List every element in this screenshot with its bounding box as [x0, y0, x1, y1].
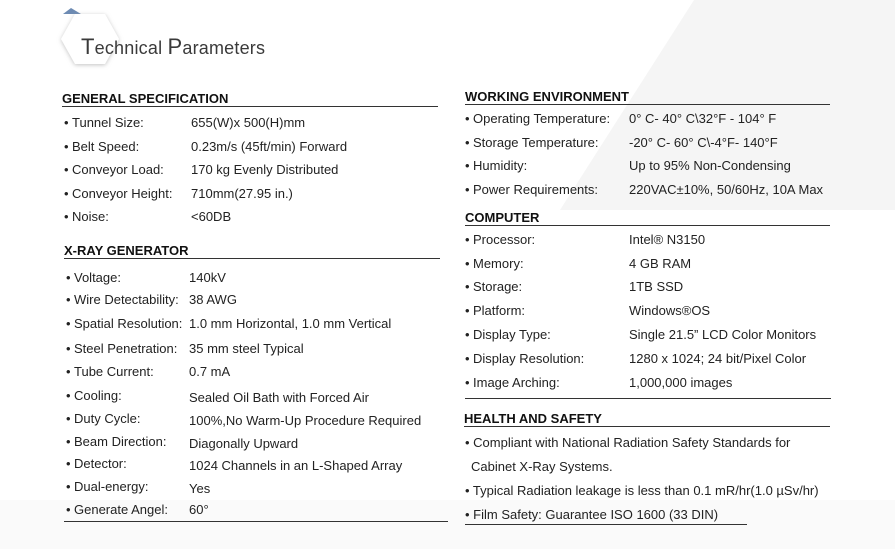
section-heading: COMPUTER [465, 210, 830, 226]
computer-list [465, 232, 885, 397]
spec-label: Beam Direction: [74, 434, 167, 449]
spec-row [465, 351, 807, 367]
health-safety-line: • Compliant with National Radiation Safety Standards for [465, 435, 791, 450]
spec-label: Humidity: [473, 158, 528, 173]
spec-row [465, 256, 692, 272]
health-bottom-rule [465, 524, 747, 525]
spec-value: Up to 95% Non-Condensing [629, 158, 791, 173]
spec-label: Generate Angel: [74, 502, 168, 517]
spec-row [66, 434, 299, 451]
xray-generator-section [64, 243, 440, 259]
bullet: • [465, 279, 470, 294]
spec-label: Detector: [74, 456, 127, 471]
bullet: • [66, 364, 71, 379]
bullet: • [66, 292, 71, 307]
bullet: • [465, 232, 470, 247]
general-specification-list [64, 115, 444, 235]
bullet: • [66, 456, 71, 471]
spec-value: -20° C- 60° C\-4°F- 140°F [629, 135, 778, 150]
spec-value: 35 mm steel Typical [189, 341, 304, 356]
spec-label: Steel Penetration: [74, 341, 178, 356]
page-title [81, 34, 265, 60]
spec-label: Dual-energy: [74, 479, 149, 494]
spec-row [64, 115, 306, 131]
spec-row [465, 135, 778, 151]
spec-value: Intel® N3150 [629, 232, 706, 247]
spec-label: Conveyor Load: [72, 162, 164, 177]
spec-row [465, 158, 791, 174]
spec-label: Conveyor Height: [72, 186, 173, 201]
bullet: • [64, 209, 69, 224]
bullet: • [66, 411, 71, 426]
bullet: • [465, 303, 470, 318]
section-heading: X-RAY GENERATOR [64, 243, 440, 259]
working-environment-list [465, 111, 885, 201]
spec-label: Memory: [473, 256, 524, 271]
spec-row [64, 162, 339, 178]
bullet: • [465, 158, 470, 173]
spec-value: 655(W)x 500(H)mm [191, 115, 306, 130]
spec-label: Noise: [72, 209, 109, 224]
spec-label: Tube Current: [74, 364, 154, 379]
spec-row [64, 139, 348, 155]
spec-row [66, 456, 403, 473]
computer-section [465, 210, 830, 226]
spec-label: Processor: [473, 232, 536, 247]
bullet: • [465, 182, 470, 197]
bullet: • [64, 139, 69, 154]
bullet: • [465, 375, 470, 390]
title-word-arameters: arameters [182, 38, 266, 58]
bullet: • [66, 479, 71, 494]
bullet: • [64, 162, 69, 177]
spec-row [66, 479, 211, 496]
spec-value: 220VAC±10%, 50/60Hz, 10A Max [629, 182, 824, 197]
spec-value: 100%,No Warm-Up Procedure Required [189, 413, 422, 428]
spec-value: Sealed Oil Bath with Forced Air [189, 390, 369, 405]
spec-value: Windows®OS [629, 303, 711, 318]
spec-value: 38 AWG [189, 292, 237, 307]
spec-row [465, 182, 824, 198]
spec-value: 4 GB RAM [629, 256, 692, 271]
spec-value: <60DB [191, 209, 232, 224]
spec-row [66, 502, 209, 518]
bullet: • [64, 186, 69, 201]
spec-row [465, 327, 817, 343]
section-heading: HEALTH AND SAFETY [464, 411, 830, 427]
spec-label: Spatial Resolution: [74, 316, 183, 331]
health-safety-line: Cabinet X-Ray Systems. [471, 459, 613, 474]
spec-value: 1,000,000 images [629, 375, 733, 390]
spec-value: Single 21.5” LCD Color Monitors [629, 327, 817, 342]
working-environment-section [465, 89, 830, 105]
spec-row [64, 186, 293, 202]
spec-label: Display Type: [473, 327, 551, 342]
spec-row [66, 388, 369, 405]
spec-row [465, 111, 777, 127]
computer-bottom-rule [465, 398, 831, 399]
title-block [55, 8, 315, 70]
spec-row [465, 303, 711, 319]
spec-row [66, 364, 231, 380]
bullet: • [66, 270, 71, 285]
spec-value: 710mm(27.95 in.) [191, 186, 293, 201]
bullet: • [465, 111, 470, 126]
spec-label: Voltage: [74, 270, 121, 285]
section-heading: WORKING ENVIRONMENT [465, 89, 830, 105]
spec-value: 1280 x 1024; 24 bit/Pixel Color [629, 351, 807, 366]
spec-row [64, 209, 232, 225]
bullet: • [465, 135, 470, 150]
spec-label: Storage Temperature: [473, 135, 599, 150]
bullet: • [66, 341, 71, 356]
spec-label: Display Resolution: [473, 351, 585, 366]
spec-label: Power Requirements: [473, 182, 598, 197]
title-initial-p: P [167, 34, 183, 59]
spec-row [465, 279, 684, 295]
bullet: • [66, 434, 71, 449]
spec-label: Tunnel Size: [72, 115, 144, 130]
bullet: • [465, 327, 470, 342]
spec-label: Wire Detectability: [74, 292, 179, 307]
general-specification-section [62, 91, 438, 107]
spec-label: Platform: [473, 303, 526, 318]
bullet: • [66, 502, 71, 517]
spec-row [465, 232, 706, 248]
title-initial-t: T [81, 34, 95, 59]
spec-value: 140kV [189, 270, 226, 285]
spec-label: Cooling: [74, 388, 122, 403]
bullet: • [64, 115, 69, 130]
spec-row [66, 411, 422, 428]
spec-label: Operating Temperature: [473, 111, 611, 126]
xray-bottom-rule [64, 521, 448, 522]
spec-row [66, 292, 237, 308]
spec-label: Duty Cycle: [74, 411, 141, 426]
spec-value: 0.23m/s (45ft/min) Forward [191, 139, 348, 154]
spec-row [66, 270, 226, 286]
spec-row [66, 341, 304, 357]
spec-label: Storage: [473, 279, 523, 294]
bullet: • [465, 351, 470, 366]
spec-value: 0° C- 40° C\32°F - 104° F [629, 111, 777, 126]
section-heading: GENERAL SPECIFICATION [62, 91, 438, 107]
bullet: • [66, 316, 71, 331]
spec-value: 60° [189, 502, 209, 517]
spec-value: 0.7 mA [189, 364, 231, 379]
spec-value: Yes [189, 481, 211, 496]
bullet: • [66, 388, 71, 403]
spec-value: 170 kg Evenly Distributed [191, 162, 339, 177]
spec-row [465, 375, 733, 391]
spec-value: 1024 Channels in an L-Shaped Array [189, 458, 403, 473]
health-safety-line: • Film Safety: Guarantee ISO 1600 (33 DIN) [465, 507, 719, 522]
spec-row [66, 316, 392, 332]
bullet: • [465, 256, 470, 271]
health-and-safety-section [464, 411, 830, 427]
spec-label: Image Arching: [473, 375, 560, 390]
spec-value: 1.0 mm Horizontal, 1.0 mm Vertical [189, 316, 392, 331]
title-word-echnical: echnical [94, 38, 168, 58]
spec-label: Belt Speed: [72, 139, 140, 154]
spec-value: 1TB SSD [629, 279, 684, 294]
xray-generator-list [66, 270, 446, 520]
health-safety-line: • Typical Radiation leakage is less than 0.1 mR/hr(1.0 µSv/hr) [465, 483, 819, 498]
spec-value: Diagonally Upward [189, 436, 299, 451]
